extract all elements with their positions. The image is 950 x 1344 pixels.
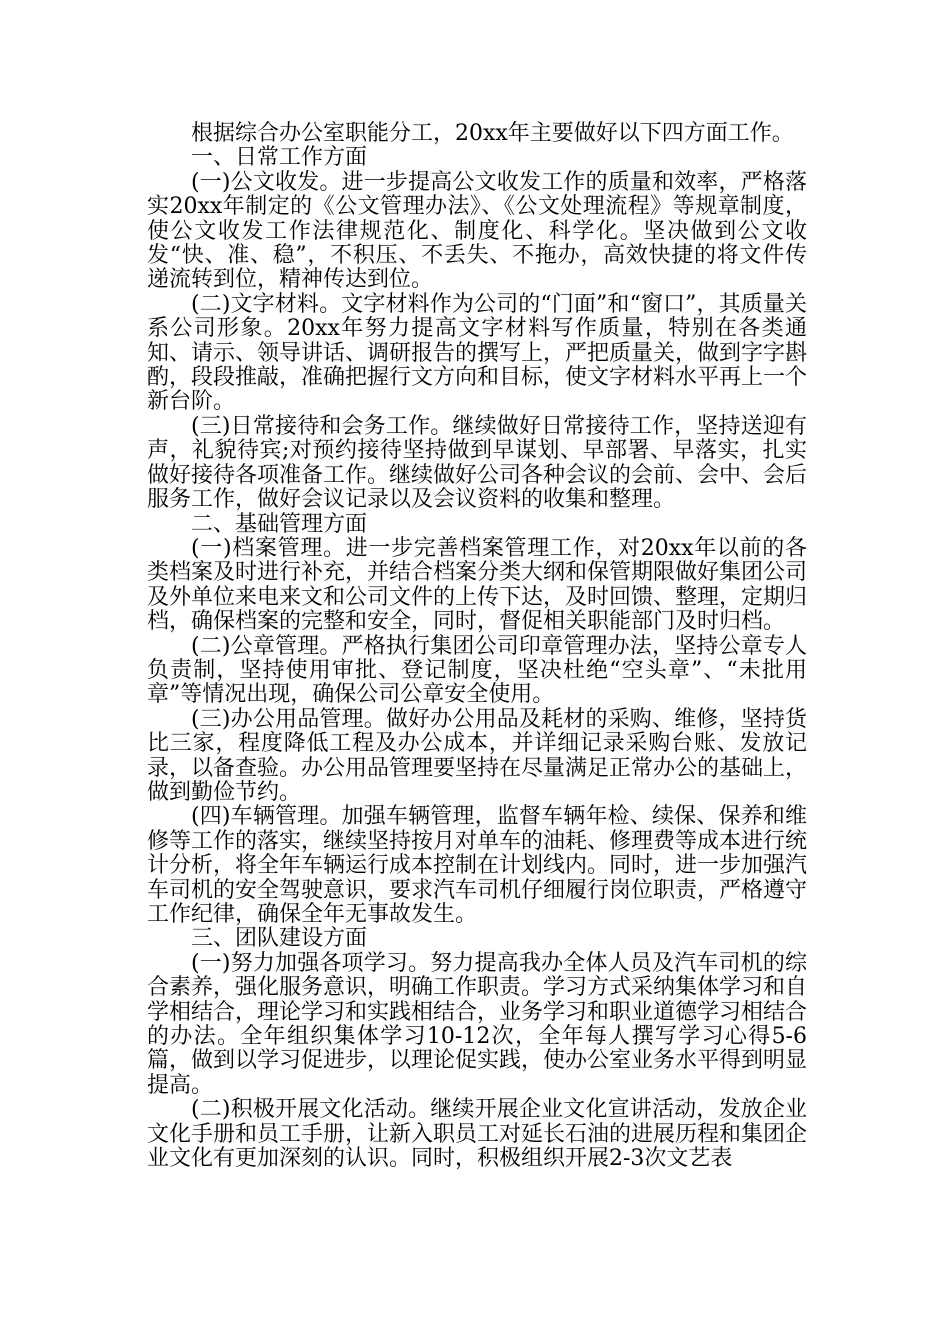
section-heading-basic-management: 二、基础管理方面 (191, 511, 368, 537)
paragraph-document-handling: (一)公文收发。进一步提高公文收发工作的质量和效率，严格落实20xx年制定的《公文管理办法》、《公文处理流程》等规章制度，使公文收发工作法律规范化、制度化、科学化。坚决做到公文收发“快、准、稳”，不积压、不丢失、不拖办，高效快捷的将文件传递流转到位，精神传达到位。 (147, 169, 807, 293)
paragraph-seal-management: (二)公章管理。严格执行集团公司印章管理办法，坚持公章专人负责制，坚持使用审批、登记制度，坚决杜绝“空头章”、“未批用章”等情况出现，确保公司公章安全使用。 (147, 633, 807, 708)
document-body (147, 122, 807, 1171)
paragraph-vehicle-management: (四)车辆管理。加强车辆管理，监督车辆年检、续保、保养和维修等工作的落实，继续坚持按月对单车的油耗、修理费等成本进行统计分析，将全年车辆运行成本控制在计划线内。同时，进一步加强汽车司机的安全驾驶意识，要求汽车司机仔细履行岗位职责，严格遵守工作纪律，确保全年无事故发生。 (147, 804, 808, 927)
paragraph-cultural-activities: (二)积极开展文化活动。继续开展企业文化宣讲活动，发放企业文化手册和员工手册，让新入职员工对延长石油的进展历程和集团企业文化有更加深刻的认识。同时，积极组织开展2-3次文艺表 (147, 1097, 808, 1172)
intro-paragraph: 根据综合办公室职能分工，20xx年主要做好以下四方面工作。 (191, 121, 794, 146)
section-heading-daily-work: 一、日常工作方面 (191, 145, 368, 171)
paragraph-reception-meetings: (三)日常接待和会务工作。继续做好日常接待工作，坚持送迎有声，礼貌待宾;对预约接待坚持做到早谋划、早部署、早落实，扎实做好接待各项准备工作。继续做好公司各种会议的会前、会中、会后服务工作，做好会议记录以及会议资料的收集和整理。 (147, 413, 808, 513)
section-heading-team-building: 三、团队建设方面 (191, 926, 368, 952)
paragraph-office-supplies: (三)办公用品管理。做好办公用品及耗材的采购、维修，坚持货比三家，程度降低工程及办公成本，并详细记录采购台账、发放记录，以备查验。办公用品管理要坚持在尽量满足正常办公的基础上，做到勤俭节约。 (147, 706, 808, 805)
paragraph-learning: (一)努力加强各项学习。努力提高我办全体人员及汽车司机的综合素养，强化服务意识，明确工作职责。学习方式采纳集体学习和自学相结合，理论学习和实践相结合，业务学习和职业道德学习相结合的办法。全年组织集体学习10-12次，全年每人撰写学习心得5-6篇，做到以学习促进步，以理论促实践，使办公室业务水平得到明显提高。 (147, 950, 808, 1098)
paragraph-written-materials: (二)文字材料。文字材料作为公司的“门面”和“窗口”，其质量关系公司形象。20xx年努力提高文字材料写作质量，特别在各类通知、请示、领导讲话、调研报告的撰写上，严把质量关，做到字字斟酌，段段推敲，准确把握行文方向和目标，使文字材料水平再上一个新台阶。 (147, 291, 808, 415)
paragraph-archive-management: (一)档案管理。进一步完善档案管理工作，对20xx年以前的各类档案及时进行补充，并结合档案分类大纲和保管期限做好集团公司及外单位来电来文和公司文件的上传下达，及时回馈、整理，定期归档，确保档案的完整和安全，同时，督促相关职能部门及时归档。 (147, 535, 808, 635)
